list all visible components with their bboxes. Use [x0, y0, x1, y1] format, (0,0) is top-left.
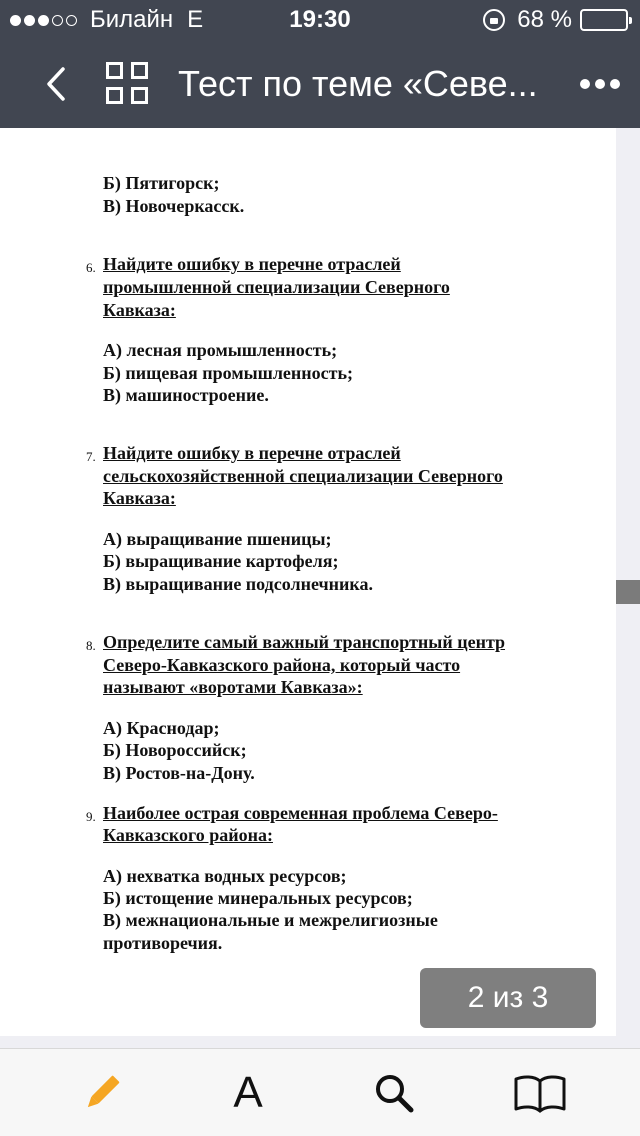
document-page[interactable] — [0, 128, 616, 1036]
top-bar — [0, 0, 640, 128]
question-text: Найдите ошибку в перечне отраслей — [103, 443, 401, 463]
option-text: В) Ростов-на-Дону. — [103, 763, 255, 783]
more-button[interactable] — [575, 70, 620, 98]
option-text: В) машиностроение. — [103, 385, 269, 405]
question-text: называют «воротами Кавказа»: — [103, 677, 363, 697]
orientation-lock-icon — [483, 9, 505, 31]
status-bar — [0, 0, 640, 40]
status-right — [483, 6, 628, 34]
pencil-icon — [78, 1069, 126, 1117]
question-number: 9. — [86, 809, 96, 824]
option-text: А) лесная промышленность; — [103, 340, 338, 360]
nav-bar — [0, 40, 640, 128]
option-text: Б) Пятигорск; — [103, 173, 220, 193]
back-button[interactable] — [30, 58, 82, 110]
question-text: промышленной специализации Северного — [103, 277, 450, 297]
question-number: 6. — [86, 260, 96, 275]
chevron-left-icon — [45, 66, 67, 102]
status-time: 19:30 — [289, 6, 351, 33]
option-text: В) выращивание подсолнечника. — [103, 574, 374, 594]
more-dots-icon — [575, 79, 620, 89]
question-text: Наиболее острая современная проблема Северо- — [103, 803, 498, 823]
option-text: Б) Новороссийск; — [103, 740, 247, 760]
question-number: 8. — [86, 638, 96, 653]
option-text: В) Новочеркасск. — [103, 196, 245, 216]
page-indicator: 2 из 3 — [420, 968, 596, 1028]
pages-grid-button[interactable] — [106, 62, 152, 108]
font-settings-button[interactable] — [218, 1063, 278, 1123]
option-text: Б) выращивание картофеля; — [103, 551, 339, 571]
book-icon — [512, 1071, 568, 1115]
carrier-name: Билайн — [90, 6, 174, 33]
scroll-indicator[interactable] — [616, 580, 640, 604]
search-button[interactable] — [364, 1063, 424, 1123]
annotate-button[interactable] — [72, 1063, 132, 1123]
document-title: Тест по теме «Севе... — [178, 63, 538, 104]
question-text: Кавказа: — [103, 300, 176, 320]
option-text: А) выращивание пшеницы; — [103, 529, 332, 549]
battery-icon — [580, 9, 628, 31]
question-text: Северо-Кавказского района, который часто — [103, 655, 461, 675]
option-text: В) межнациональные и межрелигиозные — [103, 910, 438, 930]
option-text: Б) истощение минеральных ресурсов; — [103, 888, 413, 908]
network-type: E — [187, 6, 204, 33]
question-text: Кавказского района: — [103, 825, 273, 845]
question-number: 7. — [86, 449, 96, 464]
battery-percent: 68 % — [517, 6, 572, 33]
table-of-contents-button[interactable] — [510, 1063, 570, 1123]
search-icon — [372, 1071, 416, 1115]
question-text: Кавказа: — [103, 488, 176, 508]
bottom-toolbar — [0, 1048, 640, 1136]
option-text: Б) пищевая промышленность; — [103, 363, 354, 383]
option-text: противоречия. — [103, 933, 223, 953]
question-text: Найдите ошибку в перечне отраслей — [103, 254, 401, 274]
option-text: А) нехватка водных ресурсов; — [103, 866, 347, 886]
question-text: Определите самый важный транспортный центр — [103, 632, 506, 652]
font-icon: A — [233, 1068, 263, 1117]
option-text: А) Краснодар; — [103, 718, 220, 738]
question-text: сельскохозяйственной специализации Северного — [103, 466, 503, 486]
